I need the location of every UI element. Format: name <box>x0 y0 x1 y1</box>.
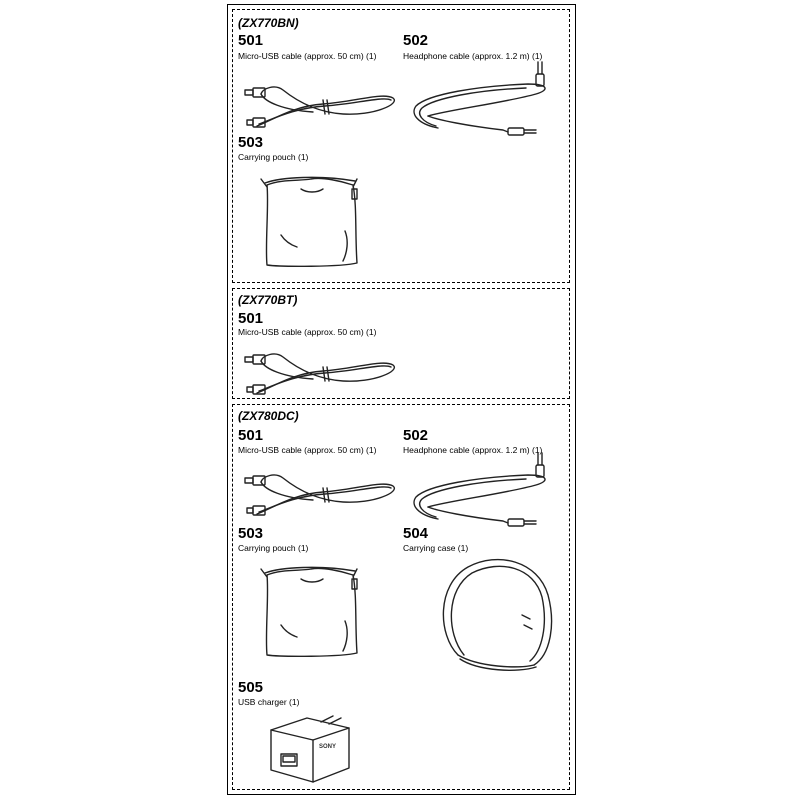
group-zx770bn <box>232 9 570 283</box>
item-description: Carrying case (1) <box>403 543 469 553</box>
usb-charger-icon <box>261 710 361 785</box>
item-number: 505 <box>238 679 264 696</box>
group-zx770bt <box>232 288 570 399</box>
item-number: 503 <box>238 134 264 151</box>
item-description: Micro-USB cable (approx. 50 cm) (1) <box>238 51 377 61</box>
accessories-frame <box>227 4 576 795</box>
group-zx780dc <box>232 404 570 790</box>
carrying-case-icon <box>438 555 558 675</box>
item-number: 501 <box>238 32 264 49</box>
model-label: (ZX770BN) <box>238 16 299 30</box>
item-description: Headphone cable (approx. 1.2 m) (1) <box>403 445 543 455</box>
item-number: 503 <box>238 525 264 542</box>
headphone-cable-icon <box>408 471 558 526</box>
carrying-pouch-icon <box>261 565 361 660</box>
item-description: Carrying pouch (1) <box>238 152 309 162</box>
model-label: (ZX780DC) <box>238 409 299 423</box>
item-number: 504 <box>403 525 429 542</box>
carrying-pouch-icon <box>261 175 361 270</box>
item-description: Micro-USB cable (approx. 50 cm) (1) <box>238 445 377 455</box>
usb-cable-icon <box>253 468 403 518</box>
item-description: USB charger (1) <box>238 697 300 707</box>
item-description: Micro-USB cable (approx. 50 cm) (1) <box>238 327 377 337</box>
item-number: 501 <box>238 310 264 327</box>
charger-brand-label: SONY <box>319 744 337 750</box>
item-number: 502 <box>403 32 429 49</box>
item-number: 502 <box>403 427 429 444</box>
item-number: 501 <box>238 427 264 444</box>
item-description: Carrying pouch (1) <box>238 543 309 553</box>
model-label: (ZX770BT) <box>238 293 298 307</box>
usb-cable-icon <box>253 347 403 397</box>
usb-cable-icon <box>253 80 403 130</box>
headphone-cable-icon <box>408 80 558 135</box>
item-description: Headphone cable (approx. 1.2 m) (1) <box>403 51 543 61</box>
